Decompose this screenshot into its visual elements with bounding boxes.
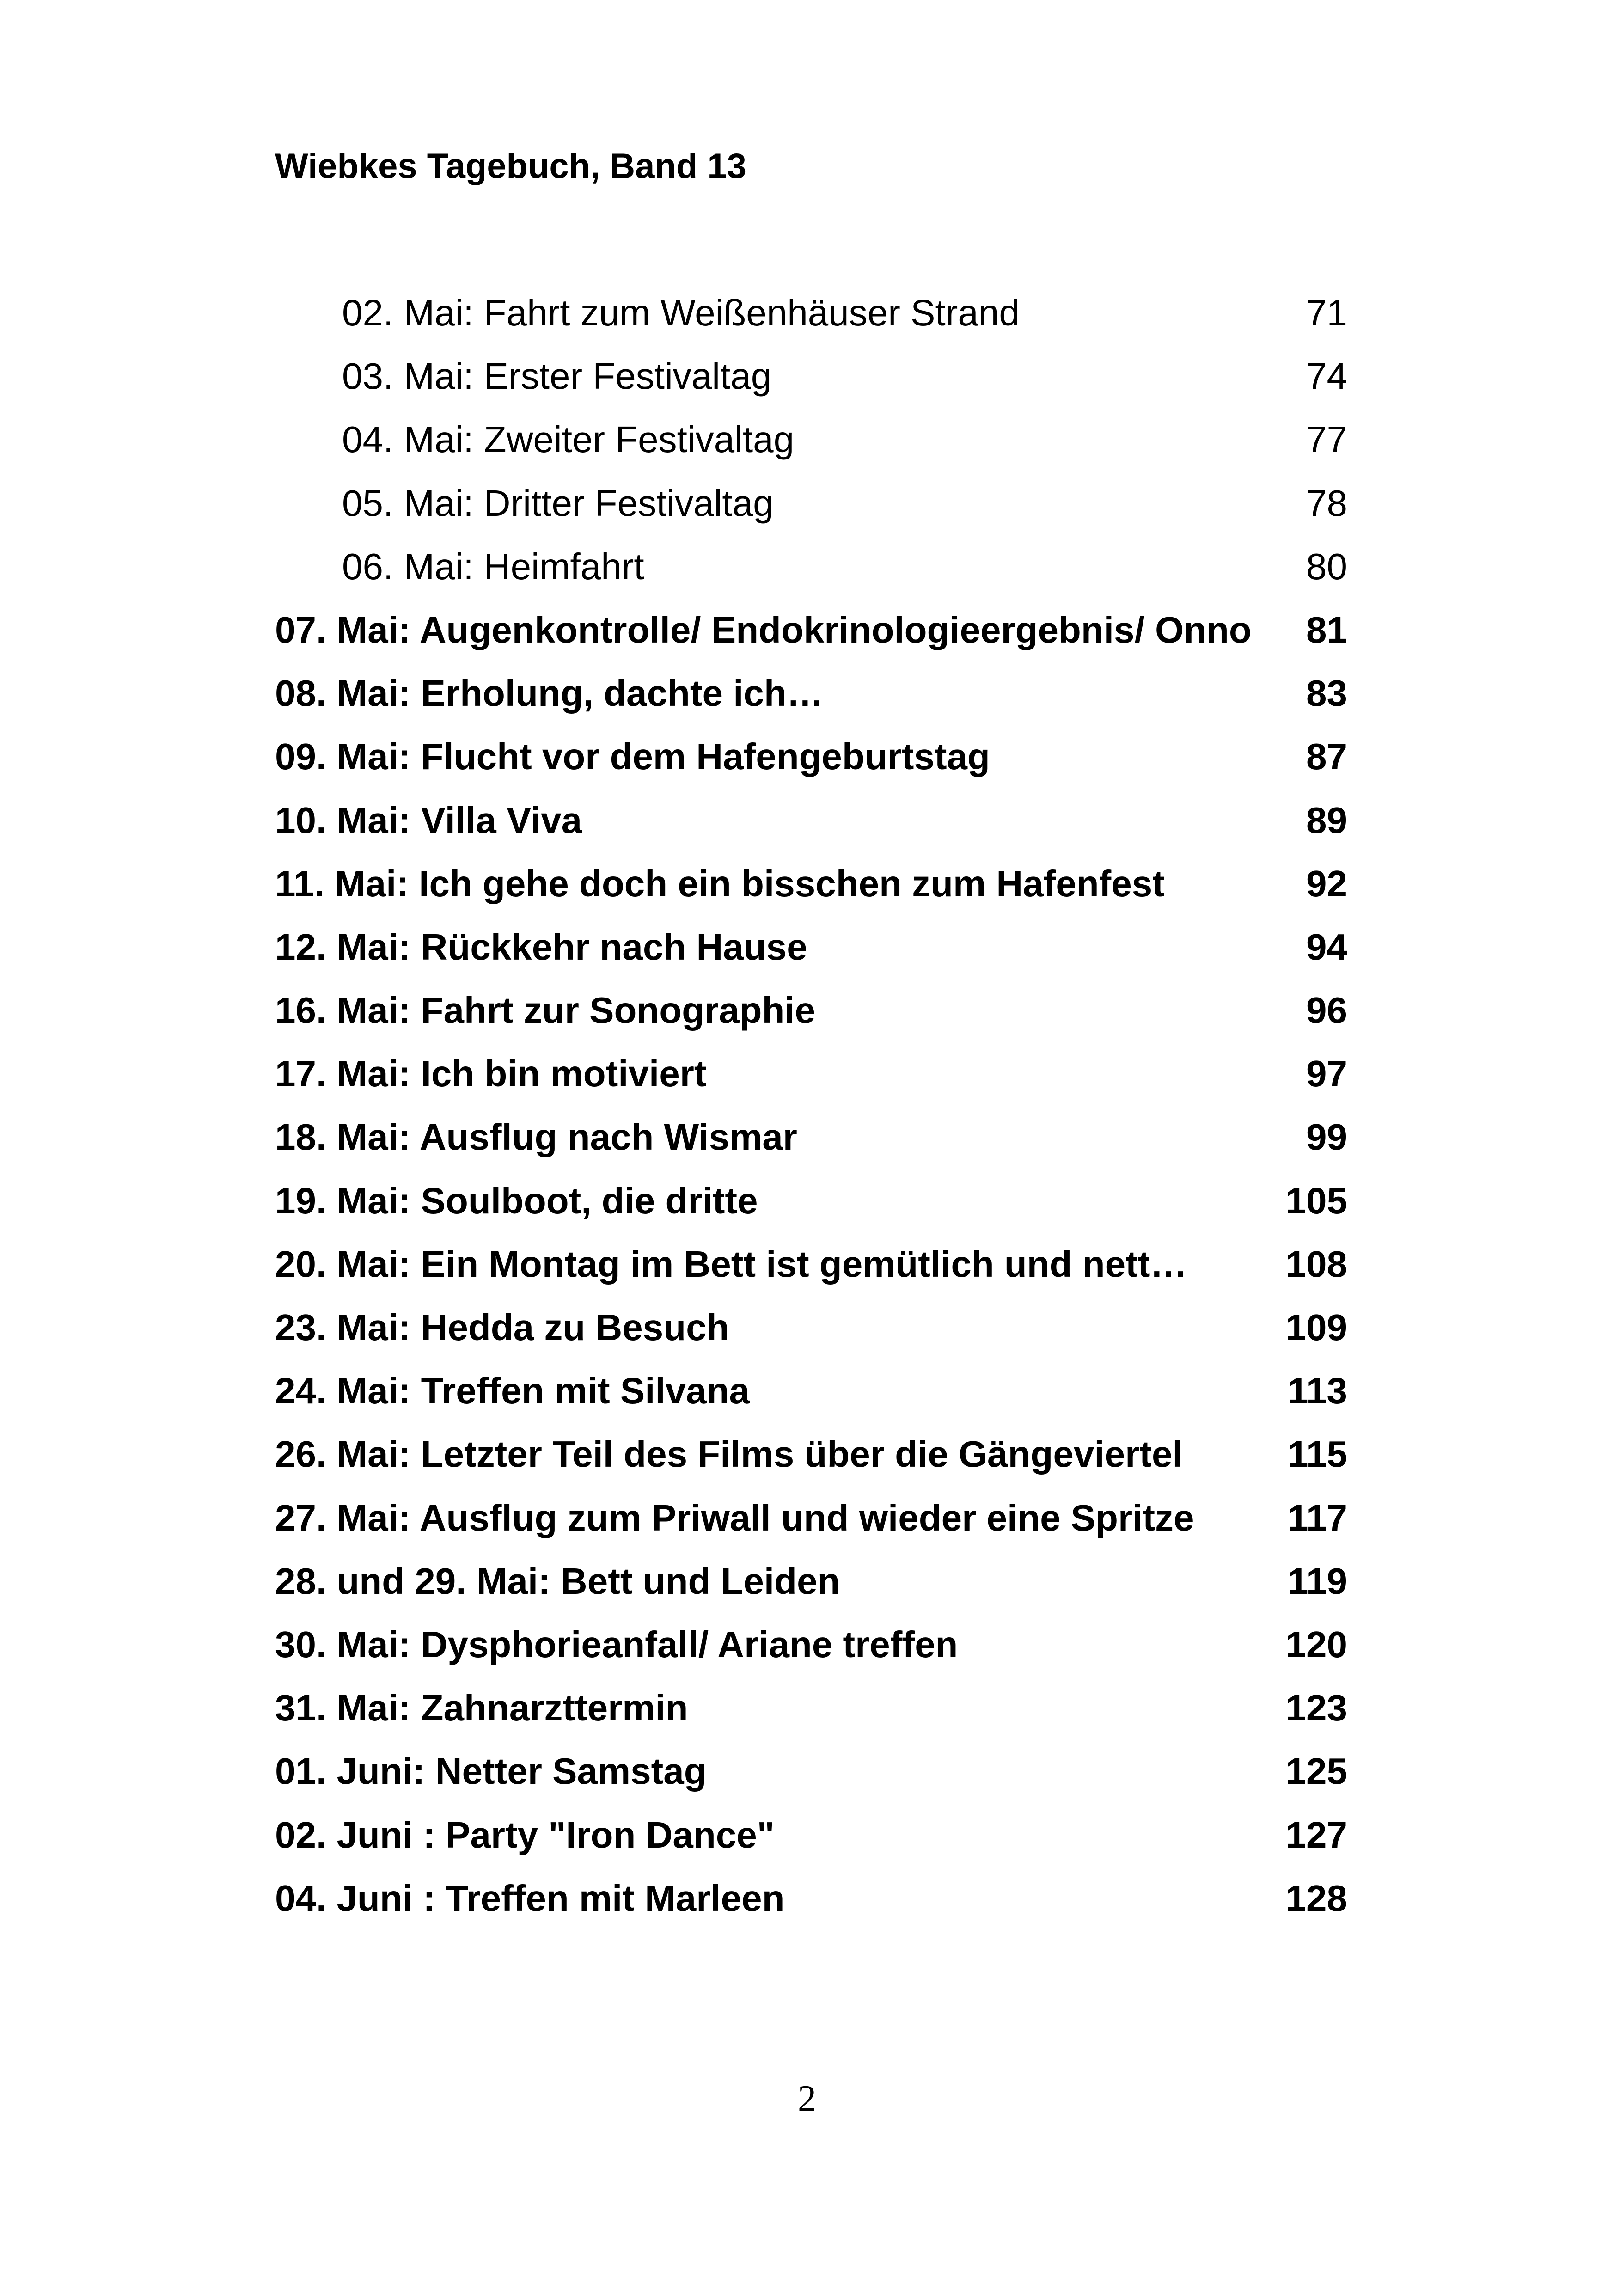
toc-entry bbox=[275, 1493, 1347, 1556]
toc-entry bbox=[275, 351, 1347, 414]
toc-entry bbox=[275, 414, 1347, 478]
table-of-contents bbox=[275, 288, 1347, 1936]
toc-entry-page: 80 bbox=[1306, 545, 1347, 587]
toc-entry-title: 02. Juni : Party "Iron Dance" bbox=[275, 1814, 775, 1855]
toc-entry bbox=[275, 1683, 1347, 1746]
toc-entry-page: 83 bbox=[1306, 673, 1347, 714]
toc-entry-page: 77 bbox=[1306, 419, 1347, 460]
toc-entry-title: 07. Mai: Augenkontrolle/ Endokrinologieergebnis/ Onno bbox=[275, 609, 1252, 650]
toc-entry bbox=[275, 858, 1347, 922]
toc-entry-page: 96 bbox=[1306, 990, 1347, 1031]
toc-entry-title: 26. Mai: Letzter Teil des Films über die Gängeviertel bbox=[275, 1433, 1183, 1475]
toc-entry bbox=[275, 1048, 1347, 1112]
toc-entry-page: 78 bbox=[1306, 482, 1347, 524]
toc-entry-page: 87 bbox=[1306, 736, 1347, 778]
toc-entry-title: 12. Mai: Rückkehr nach Hause bbox=[275, 926, 807, 967]
toc-entry-page: 89 bbox=[1306, 799, 1347, 841]
toc-entry-title: 03. Mai: Erster Festivaltag bbox=[342, 355, 772, 397]
toc-entry-title: 16. Mai: Fahrt zur Sonographie bbox=[275, 990, 816, 1031]
toc-entry-title: 20. Mai: Ein Montag im Bett ist gemütlich und nett… bbox=[275, 1243, 1187, 1285]
toc-entry bbox=[275, 668, 1347, 731]
toc-entry bbox=[275, 1365, 1347, 1429]
toc-entry-title: 28. und 29. Mai: Bett und Leiden bbox=[275, 1560, 840, 1602]
toc-entry-title: 31. Mai: Zahnarzttermin bbox=[275, 1687, 688, 1729]
toc-entry-page: 97 bbox=[1306, 1053, 1347, 1095]
toc-entry-page: 108 bbox=[1285, 1243, 1347, 1285]
toc-entry-page: 128 bbox=[1285, 1877, 1347, 1919]
toc-entry-page: 92 bbox=[1306, 863, 1347, 904]
toc-entry-title: 10. Mai: Villa Viva bbox=[275, 799, 582, 841]
toc-entry-page: 127 bbox=[1285, 1814, 1347, 1855]
toc-entry bbox=[275, 541, 1347, 605]
toc-entry-title: 27. Mai: Ausflug zum Priwall und wieder eine Spritze bbox=[275, 1497, 1194, 1538]
toc-entry-title: 24. Mai: Treffen mit Silvana bbox=[275, 1370, 750, 1412]
toc-entry bbox=[275, 1176, 1347, 1239]
toc-entry-page: 117 bbox=[1287, 1497, 1347, 1538]
toc-entry bbox=[275, 1112, 1347, 1175]
toc-entry-page: 119 bbox=[1287, 1560, 1347, 1602]
toc-entry bbox=[275, 1810, 1347, 1873]
toc-entry-page: 74 bbox=[1306, 355, 1347, 397]
book-title-header: Wiebkes Tagebuch, Band 13 bbox=[275, 147, 746, 186]
toc-entry bbox=[275, 985, 1347, 1048]
toc-entry-page: 115 bbox=[1287, 1433, 1347, 1475]
toc-entry bbox=[275, 1873, 1347, 1936]
toc-entry-page: 99 bbox=[1306, 1116, 1347, 1158]
toc-entry-title: 18. Mai: Ausflug nach Wismar bbox=[275, 1116, 797, 1158]
toc-entry-page: 125 bbox=[1285, 1751, 1347, 1792]
toc-entry-page: 123 bbox=[1285, 1687, 1347, 1729]
toc-entry-page: 81 bbox=[1306, 609, 1347, 650]
toc-entry-title: 02. Mai: Fahrt zum Weißenhäuser Strand bbox=[342, 292, 1020, 333]
toc-entry bbox=[275, 478, 1347, 541]
toc-entry-page: 120 bbox=[1285, 1623, 1347, 1665]
toc-entry bbox=[275, 1556, 1347, 1619]
page-number: 2 bbox=[798, 2078, 816, 2119]
toc-entry bbox=[275, 1239, 1347, 1302]
toc-entry bbox=[275, 1746, 1347, 1809]
toc-entry bbox=[275, 922, 1347, 985]
toc-entry-title: 23. Mai: Hedda zu Besuch bbox=[275, 1307, 729, 1348]
toc-entry-page: 105 bbox=[1285, 1180, 1347, 1221]
toc-entry-page: 109 bbox=[1285, 1307, 1347, 1348]
toc-entry bbox=[275, 795, 1347, 858]
toc-entry bbox=[275, 605, 1347, 668]
toc-entry-page: 94 bbox=[1306, 926, 1347, 967]
toc-entry-title: 19. Mai: Soulboot, die dritte bbox=[275, 1180, 758, 1221]
toc-entry-title: 11. Mai: Ich gehe doch ein bisschen zum Hafenfest bbox=[275, 863, 1165, 904]
toc-entry bbox=[275, 1302, 1347, 1365]
toc-entry-title: 01. Juni: Netter Samstag bbox=[275, 1751, 707, 1792]
toc-entry-title: 09. Mai: Flucht vor dem Hafengeburtstag bbox=[275, 736, 990, 778]
toc-entry bbox=[275, 1619, 1347, 1683]
toc-entry-page: 113 bbox=[1287, 1370, 1347, 1412]
toc-entry-title: 06. Mai: Heimfahrt bbox=[342, 545, 644, 587]
toc-entry bbox=[275, 288, 1347, 351]
toc-entry-title: 17. Mai: Ich bin motiviert bbox=[275, 1053, 707, 1095]
toc-entry bbox=[275, 1429, 1347, 1492]
toc-entry bbox=[275, 731, 1347, 795]
toc-entry-page: 71 bbox=[1306, 292, 1347, 333]
toc-entry-title: 30. Mai: Dysphorieanfall/ Ariane treffen bbox=[275, 1623, 958, 1665]
toc-entry-title: 05. Mai: Dritter Festivaltag bbox=[342, 482, 774, 524]
toc-entry-title: 04. Mai: Zweiter Festivaltag bbox=[342, 419, 795, 460]
toc-entry-title: 04. Juni : Treffen mit Marleen bbox=[275, 1877, 785, 1919]
toc-entry-title: 08. Mai: Erholung, dachte ich… bbox=[275, 673, 824, 714]
